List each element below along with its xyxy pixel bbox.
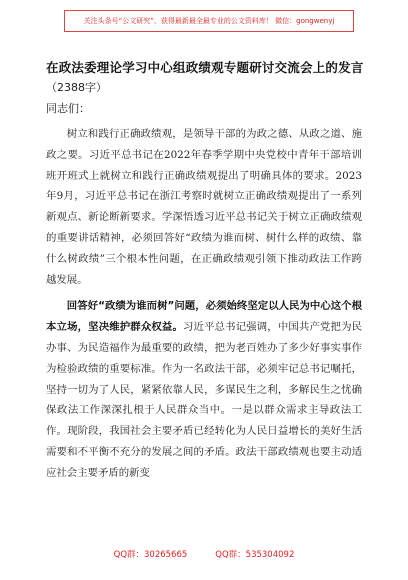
paragraph-2 — [46, 296, 362, 483]
document-body — [46, 124, 362, 484]
footer — [0, 548, 408, 560]
paragraph-2-body: 习近平总书记强调，中国共产党把为民办事、为民造福作为最重要的政绩，把为老百姓办了多少好事实事作为检验政绩的重要标准。作为一名政法干部，必须牢记总书记嘱托，坚持一切为了人民，紧紧依靠人民，多谋民生之利，多解民生之忧确保政法工作深深扎根于人民群众当中。一是以群众需求主导政法工作。现阶段，我国社会主要矛盾已经转化为人民日益增长的美好生活需要和不平衡不充分的发展之间的矛盾。政法干部政绩观也要主动适应社会主要矛盾的新变 — [46, 321, 363, 479]
qq-group-1: QQ群：30265665 — [113, 550, 188, 560]
salutation: 同志们： — [46, 102, 90, 115]
promo-banner: 关注头条号“公文研究”，获得最新最全最专业的公文资料库！ 微信：gongwenyj — [64, 10, 354, 32]
document-title: 在政法委理论学习中心组政绩观专题研讨交流会上的发言 — [46, 60, 364, 75]
paragraph-2-lead: 回答好“政绩为谁而树”问题，必须始终坚定以人民为中心这个根本立场，坚决维护群众权益。 — [46, 300, 362, 334]
qq-group-2: QQ群：535304092 — [215, 550, 295, 560]
word-count: （2388字） — [46, 81, 107, 94]
paragraph-1: 树立和践行正确政绩观，是领导干部的为政之德、从政之道、施政之要。习近平总书记在2022年春季学期中央党校中青年干部培训班开班式上就树立和践行正确政绩观提出了明确具体的要求。2023年9月，习近平总书记在浙江考察时就树立正确政绩观提出了一系列新观点、新论断新要求。学深悟透习近平总书记关于树立正确政绩观的重要讲话精神，必须回答好“政绩为谁而树、树什么样的政绩、靠什么树政绩”三个根本性问题，在正确政绩观引领下推动政法工作跨越发展。 — [46, 128, 362, 286]
